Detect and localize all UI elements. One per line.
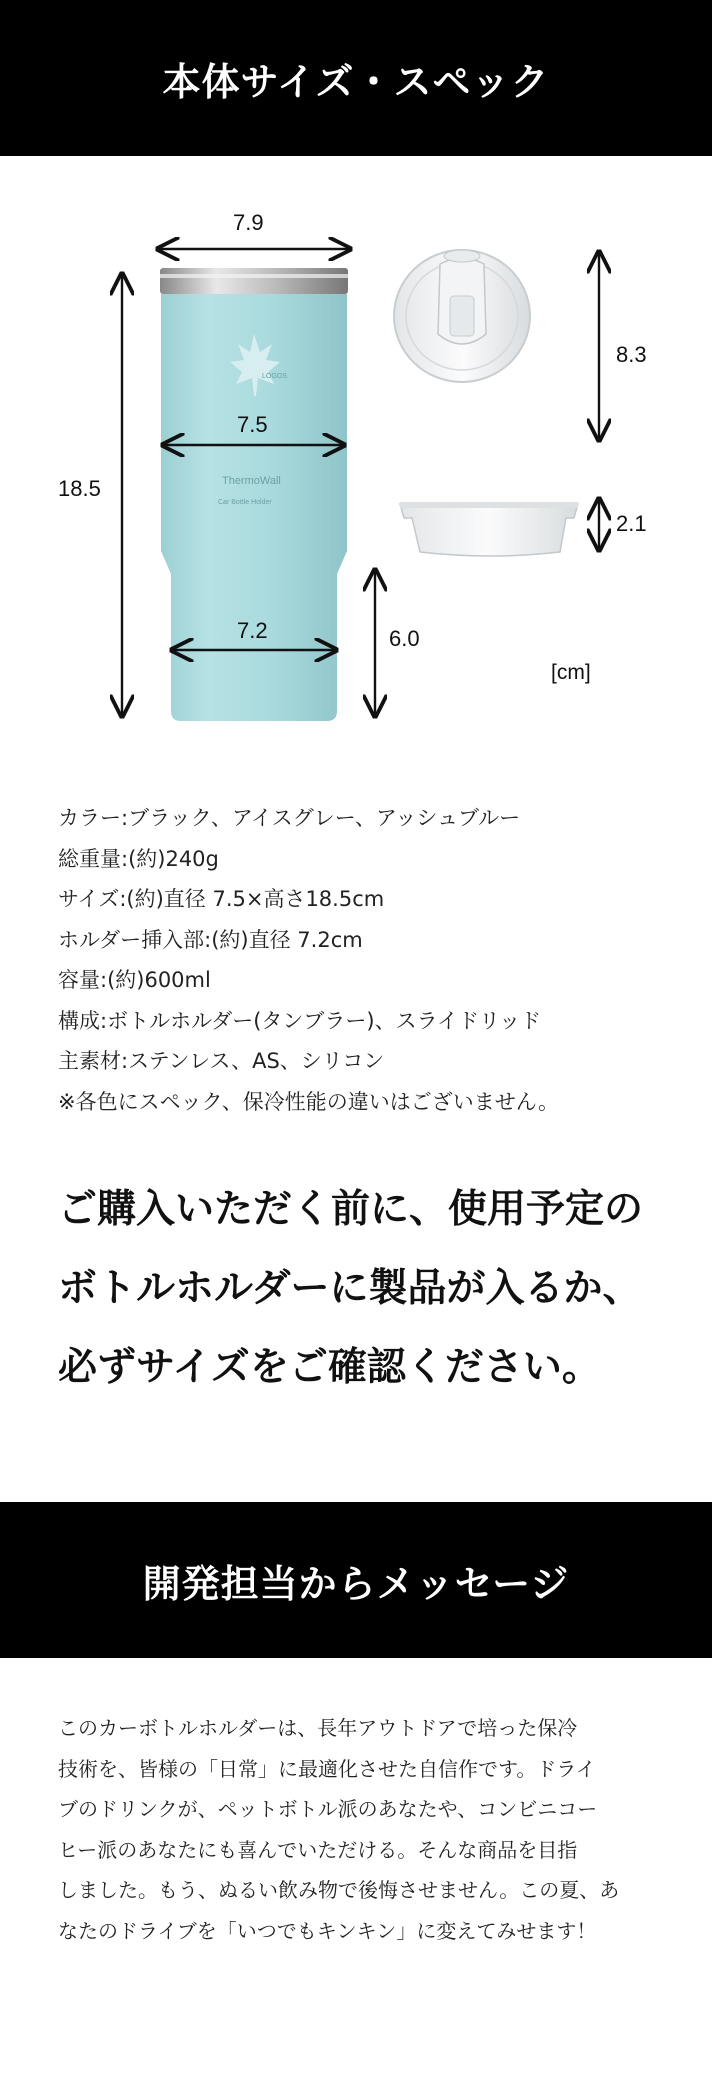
spec-color: カラー:ブラック、アイスグレー、アッシュブルー [58, 806, 521, 830]
spec-material: 主素材:ステンレス、AS、シリコン [58, 1049, 385, 1073]
spec-list [58, 798, 678, 1122]
spec-holder: ホルダー挿入部:(約)直径 7.2cm [58, 927, 363, 952]
message-line: なたのドライブを「いつでもキンキン」に変えてみせます！ [58, 1918, 597, 1943]
section-title: 本体サイズ・スペック [162, 59, 550, 104]
lid-image [394, 250, 530, 382]
size-notice [58, 1170, 698, 1407]
dim-bottom-height: 6.0 [389, 626, 420, 651]
tumbler-image [160, 268, 348, 721]
section-title: 開発担当からメッセージ [142, 1561, 570, 1606]
dim-top-width: 7.9 [233, 210, 264, 235]
notice-line: ボトルホルダーに製品が入るか、 [58, 1266, 642, 1311]
developer-message [58, 1708, 678, 1951]
section-header-message [0, 1502, 712, 1658]
spec-components: 構成:ボトルホルダー(タンブラー)、スライドリッド [58, 1008, 542, 1033]
brand-logo-text: LOGOS [262, 373, 287, 380]
message-line: しました。もう、ぬるい飲み物で後悔させません。この夏、あ [58, 1878, 620, 1902]
dim-lid-base: 2.1 [616, 511, 647, 536]
message-line: このカーボトルホルダーは、長年アウトドアで培った保冷 [58, 1716, 578, 1740]
spec-note: ※各色にスペック、保冷性能の違いはございません。 [58, 1089, 560, 1114]
dim-lid-height: 8.3 [616, 342, 647, 367]
spec-capacity: 容量:(約)600ml [58, 968, 211, 992]
notice-line: ご購入いただく前に、使用予定の [58, 1187, 644, 1232]
lid-side-image [400, 502, 578, 556]
dim-mid-width: 7.5 [237, 412, 268, 437]
unit-label: [cm] [551, 661, 591, 684]
section-header-specs [0, 0, 712, 156]
message-line: ブのドリンクが、ペットボトル派のあなたや、コンビニコー [58, 1797, 598, 1821]
message-line: 技術を、皆様の「日常」に最適化させた自信作です。ドライ [58, 1756, 596, 1781]
notice-line: 必ずサイズをご確認ください。 [58, 1345, 601, 1390]
spec-size: サイズ:(約)直径 7.5×高さ18.5cm [58, 887, 385, 911]
dim-bottom-width: 7.2 [237, 618, 268, 643]
message-line: ヒー派のあなたにも喜んでいただける。そんな商品を目指 [58, 1837, 578, 1862]
product-sub-text: Car Bottle Holder [218, 499, 272, 506]
spec-weight: 総重量:(約)240g [58, 846, 219, 871]
product-dimension-diagram [0, 156, 712, 776]
dim-height: 18.5 [58, 476, 101, 501]
product-name-text: ThermoWall [222, 475, 281, 487]
